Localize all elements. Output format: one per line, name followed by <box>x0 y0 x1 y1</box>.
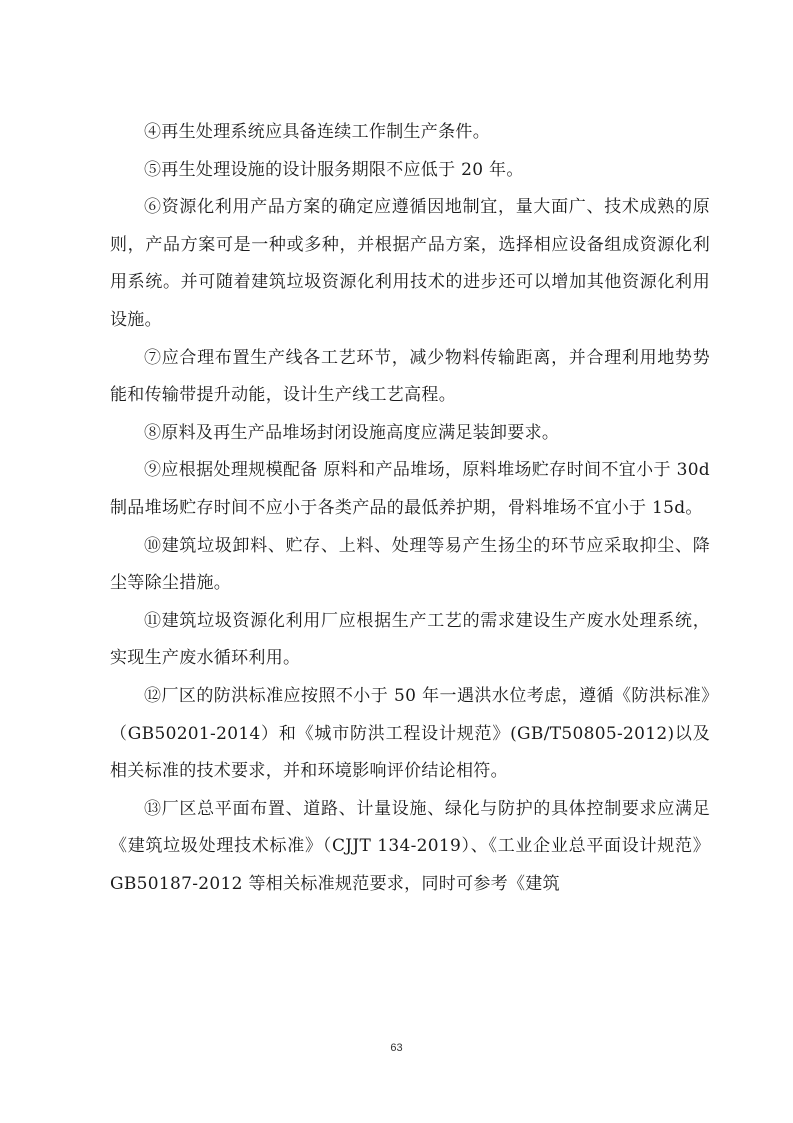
paragraph-item-10: ⑩建筑垃圾卸料、贮存、上料、处理等易产生扬尘的环节应采取抑尘、降尘等除尘措施。 <box>110 535 710 594</box>
paragraph-item-12: ⑫厂区的防洪标准应按照不小于 50 年一遇洪水位考虑，遵循《防洪标准》（GB50201-2014）和《城市防洪工程设计规范》(GB/T50805-2012)以及相关标准的技术要求，并和环境影响评价结论相符。 <box>110 685 710 782</box>
paragraph-item-7: ⑦应合理布置生产线各工艺环节，减少物料传输距离，并合理利用地势势能和传输带提升动能，设计生产线工艺高程。 <box>110 347 710 406</box>
paragraph-item-5: ⑤再生处理设施的设计服务期限不应低于 20 年。 <box>144 159 524 180</box>
paragraph-item-8: ⑧原料及再生产品堆场封闭设施高度应满足装卸要求。 <box>144 422 560 443</box>
paragraph-item-11: ⑪建筑垃圾资源化利用厂应根据生产工艺的需求建设生产废水处理系统，实现生产废水循环利用。 <box>110 610 710 669</box>
paragraph-item-4: ④再生处理系统应具备连续工作制生产条件。 <box>144 122 490 142</box>
paragraph-item-13: ⑬厂区总平面布置、道路、计量设施、绿化与防护的具体控制要求应满足《建筑垃圾处理技术标准》（CJJT 134-2019）、《工业企业总平面设计规范》GB50187-2012 等相关标准规范要求，同时可参考《建筑 <box>110 798 710 894</box>
paragraph-item-9: ⑨应根据处理规模配备 原料和产品堆场，原料堆场贮存时间不宜小于 30d 制品堆场贮存时间不应小于各类产品的最低养护期，骨料堆场不宜小于 15d。 <box>110 460 710 518</box>
body-text <box>110 114 710 903</box>
page-number: 63 <box>390 1042 403 1054</box>
paragraph-item-6: ⑥资源化利用产品方案的确定应遵循因地制宜，量大面广、技术成熟的原则，产品方案可是一种或多种，并根据产品方案，选择相应设备组成资源化利用系统。并可随着建筑垃圾资源化利用技术的进步还可以增加其他资源化利用设施。 <box>110 197 710 330</box>
